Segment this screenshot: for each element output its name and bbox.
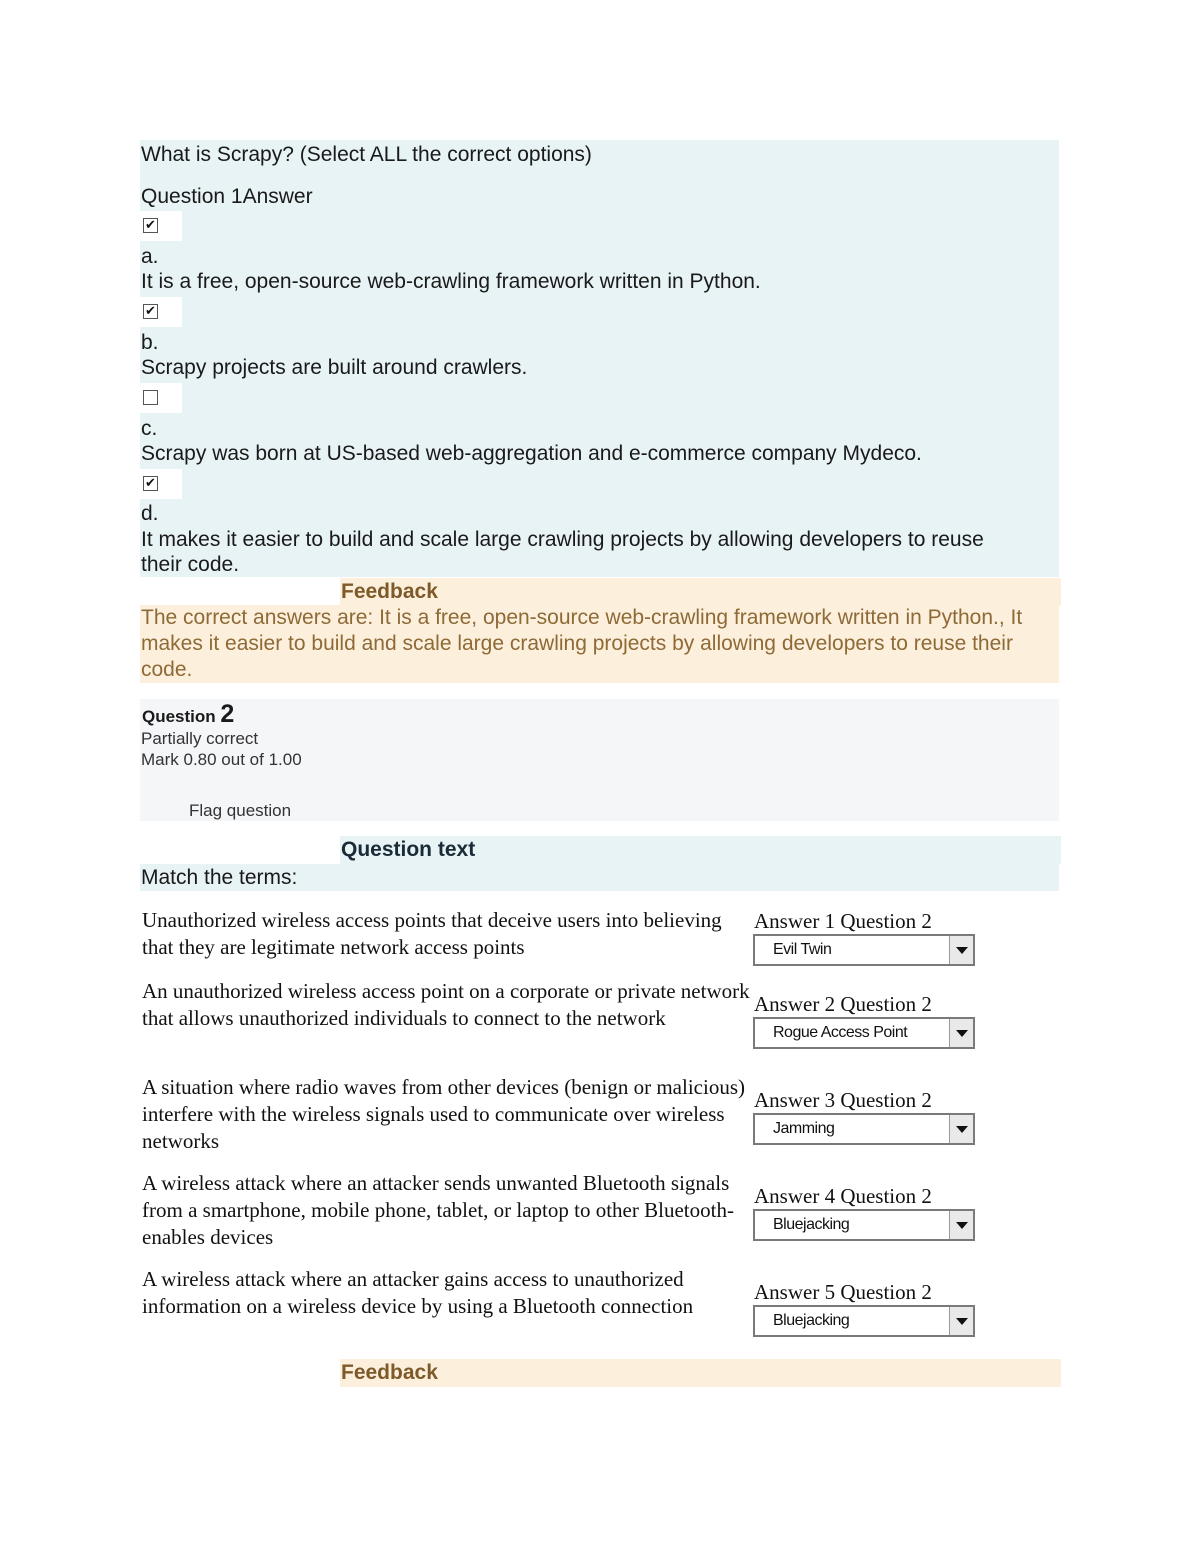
question-2-instruction: Match the terms: (140, 864, 1059, 891)
answer-select-5[interactable] (753, 1305, 975, 1337)
question-2-status: Partially correct (141, 729, 259, 748)
checkbox-unchecked-icon (143, 390, 158, 405)
answer-select-1[interactable] (753, 934, 975, 966)
match-term-2: An unauthorized wireless access point on a corporate or private network that allows unauthorized individuals to connect to the network (142, 979, 750, 1030)
answer-select-2[interactable] (753, 1017, 975, 1049)
option-d-letter: d. (141, 502, 159, 525)
option-d-text-line-2: their code. (141, 553, 240, 576)
match-term-4: A wireless attack where an attacker sends unwanted Bluetooth signals from a smartphone, mobile phone, tablet, or laptop to other Bluetooth-enables devices (142, 1171, 734, 1249)
answer-select-3[interactable] (753, 1113, 975, 1145)
option-d-checkbox[interactable] (140, 469, 182, 499)
question-number: 2 (220, 700, 235, 728)
question-1-prompt: What is Scrapy? (Select ALL the correct options) (141, 143, 592, 166)
match-term-1: Unauthorized wireless access points that deceive users into believing that they are legitimate network access points (142, 908, 722, 959)
chevron-down-icon[interactable] (949, 1019, 973, 1047)
answer-select-5-value: Bluejacking (773, 1312, 850, 1329)
option-b-letter: b. (141, 331, 159, 354)
answer-select-1-value: Evil Twin (773, 941, 832, 958)
checkbox-checked-icon: ✔ (143, 304, 158, 319)
option-d-text-line-1: It makes it easier to build and scale large crawling projects by allowing developers to reuse (141, 528, 984, 551)
answer-label-4: Answer 4 Question 2 (754, 1184, 932, 1208)
question-1-block (140, 140, 1059, 577)
flag-question-link[interactable]: Flag question (189, 801, 292, 820)
answer-select-4-value: Bluejacking (773, 1216, 850, 1233)
question-label-text: Question (142, 707, 216, 726)
answer-label-2: Answer 2 Question 2 (754, 992, 932, 1016)
option-c-letter: c. (141, 417, 158, 440)
option-a-letter: a. (141, 245, 159, 268)
option-c-text: Scrapy was born at US-based web-aggregation and e-commerce company Mydeco. (141, 442, 922, 465)
question-2-mark: Mark 0.80 out of 1.00 (141, 750, 302, 769)
chevron-down-icon[interactable] (949, 936, 973, 964)
answer-label-3: Answer 3 Question 2 (754, 1088, 932, 1112)
answer-label-5: Answer 5 Question 2 (754, 1280, 932, 1304)
option-b-checkbox[interactable] (140, 297, 182, 327)
chevron-down-icon[interactable] (949, 1307, 973, 1335)
checkbox-checked-icon: ✔ (143, 218, 158, 233)
question-2-feedback-heading: Feedback (340, 1359, 1061, 1387)
question-2-info (140, 699, 1059, 821)
match-term-5: A wireless attack where an attacker gains access to unauthorized information on a wireless device by using a Bluetooth connection (142, 1267, 694, 1318)
match-term-3: A situation where radio waves from other devices (benign or malicious) interfere with the wireless signals used to communicate over wireless networks (142, 1075, 745, 1153)
option-a-text: It is a free, open-source web-crawling framework written in Python. (141, 270, 761, 293)
answer-select-2-value: Rogue Access Point (773, 1024, 908, 1041)
question-1-answer-heading: Question 1Answer (141, 185, 313, 208)
option-c-checkbox[interactable] (140, 383, 182, 413)
answer-select-3-value: Jamming (773, 1120, 835, 1137)
chevron-down-icon[interactable] (949, 1211, 973, 1239)
chevron-down-icon[interactable] (949, 1115, 973, 1143)
answer-select-4[interactable] (753, 1209, 975, 1241)
question-text-heading: Question text (340, 836, 1061, 864)
question-1-feedback-text: The correct answers are: It is a free, open-source web-crawling framework written in Python., It makes it easier to build and scale large crawling projects by allowing developers to reuse their code. (140, 605, 1059, 683)
answer-label-1: Answer 1 Question 2 (754, 909, 932, 933)
option-b-text: Scrapy projects are built around crawlers. (141, 356, 528, 379)
option-a-checkbox[interactable] (140, 211, 182, 241)
checkbox-checked-icon: ✔ (143, 476, 158, 491)
question-1-feedback-heading: Feedback (340, 578, 1061, 606)
question-2-label (142, 701, 234, 730)
